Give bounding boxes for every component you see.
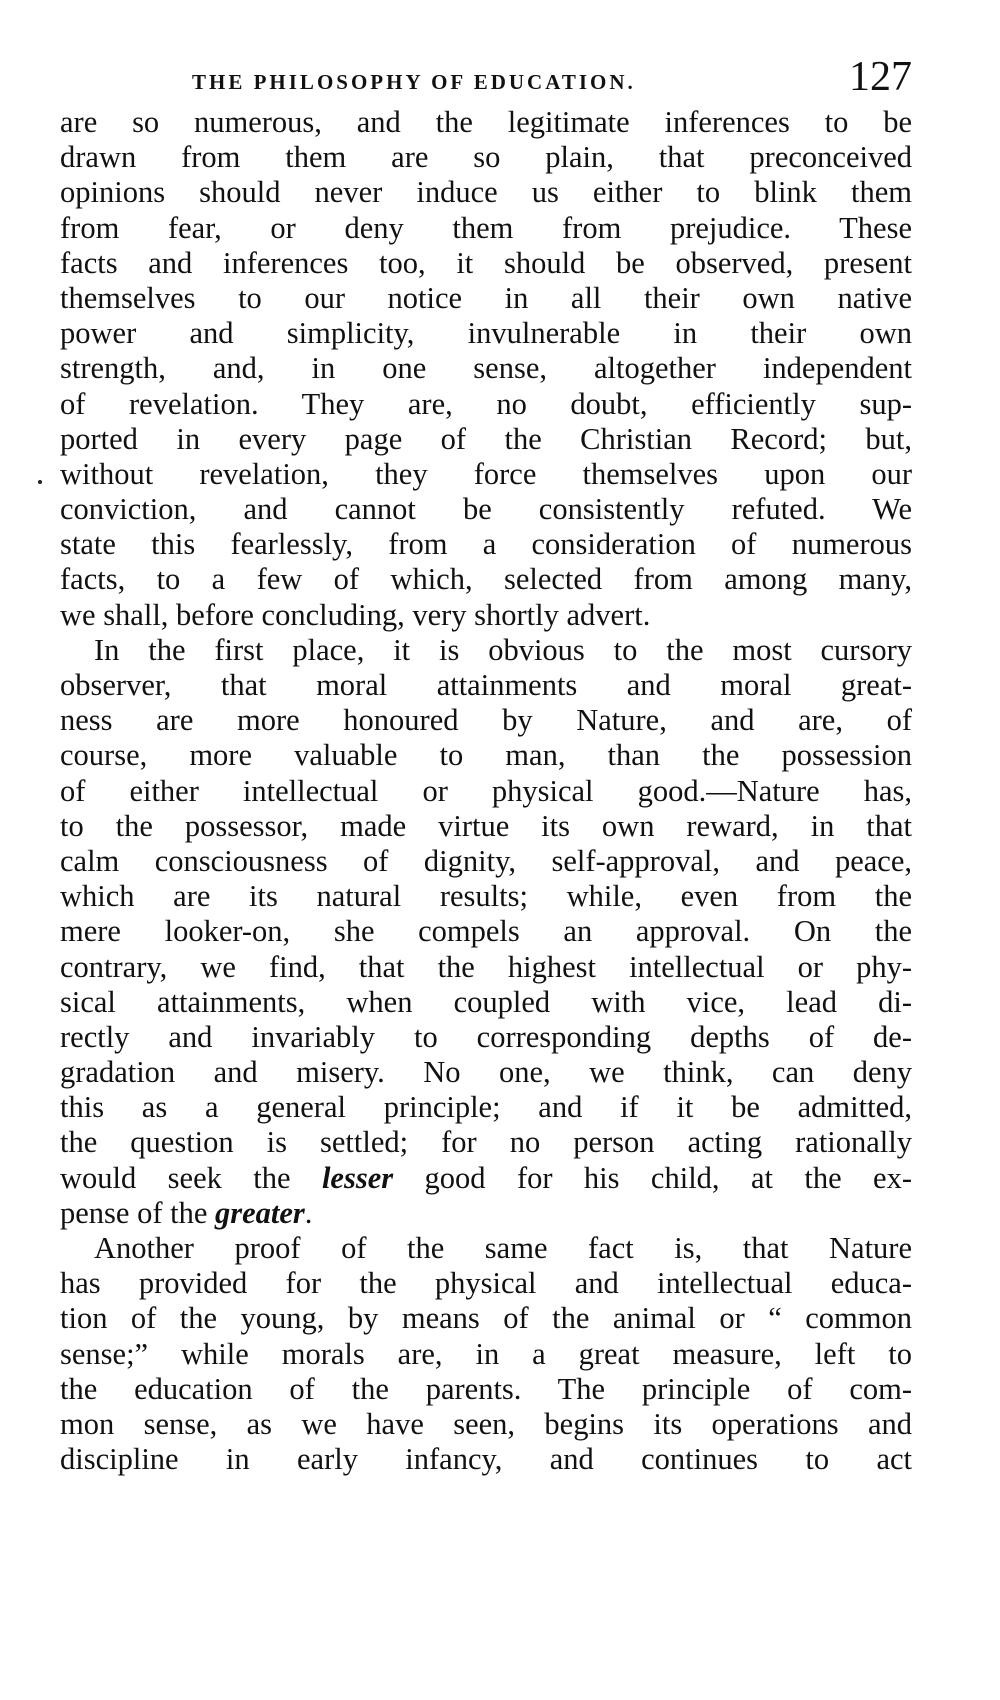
text-line: rectly and invariably to corresponding depths of de-: [60, 1019, 912, 1054]
text-run: would seek the: [60, 1160, 322, 1195]
text-line: [60, 1161, 912, 1196]
running-head: THE PHILOSOPHY OF EDUCATION.: [192, 70, 636, 94]
paragraph-2: [60, 633, 912, 1231]
text-line: conviction, and cannot be consistently refuted. We: [60, 492, 912, 527]
page-header: [60, 54, 912, 110]
paragraph-1: [60, 105, 912, 633]
text-line: drawn from them are so plain, that preconceived: [60, 140, 912, 175]
text-line: are so numerous, and the legitimate inferences to be: [60, 105, 912, 139]
text-line: facts and inferences too, it should be observed, present: [60, 245, 912, 280]
text-line: discipline in early infancy, and continues to act: [60, 1442, 912, 1477]
italic-word: lesser: [321, 1160, 394, 1195]
text-run: pense of the: [60, 1195, 215, 1230]
body-text: [60, 105, 912, 1477]
text-line: the question is settled; for no person acting rationally: [60, 1125, 912, 1160]
text-line: sense;” while morals are, in a great measure, left to: [60, 1336, 912, 1371]
text-line: the education of the parents. The principle of com-: [60, 1371, 912, 1406]
text-line: ness are more honoured by Nature, and are, of: [60, 703, 912, 738]
paragraph-3: [60, 1231, 912, 1477]
text-line: observer, that moral attainments and moral great-: [60, 668, 912, 702]
text-line: we shall, before concluding, very shortly advert.: [60, 597, 651, 632]
text-line: of revelation. They are, no doubt, efficiently sup-: [60, 386, 912, 421]
text-line: has provided for the physical and intellectual educa-: [60, 1266, 912, 1301]
text-line: this as a general principle; and if it be admitted,: [60, 1090, 912, 1125]
text-line: Another proof of the same fact is, that Nature: [94, 1231, 912, 1265]
text-line: which are its natural results; while, even from the: [60, 879, 912, 914]
text-line: [60, 1196, 912, 1231]
page-number: 127: [849, 54, 912, 100]
text-line: tion of the young, by means of the animal or “ common: [60, 1301, 912, 1336]
margin-mark: [38, 480, 42, 484]
text-line: state this fearlessly, from a consideration of numerous: [60, 527, 912, 562]
text-line: mon sense, as we have seen, begins its operations and: [60, 1406, 912, 1441]
text-line: from fear, or deny them from prejudice. These: [60, 210, 912, 245]
text-line: In the first place, it is obvious to the most cursory: [94, 632, 912, 667]
text-run: good for his child, at the ex-: [393, 1160, 912, 1195]
text-line: mere looker-on, she compels an approval. On the: [60, 914, 912, 949]
text-line: gradation and misery. No one, we think, can deny: [60, 1055, 912, 1090]
text-line: themselves to our notice in all their own native: [60, 280, 912, 315]
italic-word: greater: [215, 1195, 305, 1230]
text-line: without revelation, they force themselves upon our: [60, 456, 912, 491]
text-line: calm consciousness of dignity, self-approval, and peace,: [60, 843, 912, 878]
text-line: to the possessor, made virtue its own reward, in that: [60, 808, 912, 843]
text-line: contrary, we find, that the highest intellectual or phy-: [60, 949, 912, 984]
text-run: .: [304, 1195, 313, 1230]
text-line: sical attainments, when coupled with vice, lead di-: [60, 984, 912, 1019]
text-line: ported in every page of the Christian Record; but,: [60, 421, 912, 456]
text-line: of either intellectual or physical good.—Nature has,: [60, 773, 912, 808]
text-line: strength, and, in one sense, altogether independent: [60, 351, 912, 386]
text-line: course, more valuable to man, than the possession: [60, 738, 912, 773]
text-line: opinions should never induce us either to blink them: [60, 175, 912, 210]
text-line: facts, to a few of which, selected from among many,: [60, 562, 912, 597]
text-line: power and simplicity, invulnerable in their own: [60, 316, 912, 351]
